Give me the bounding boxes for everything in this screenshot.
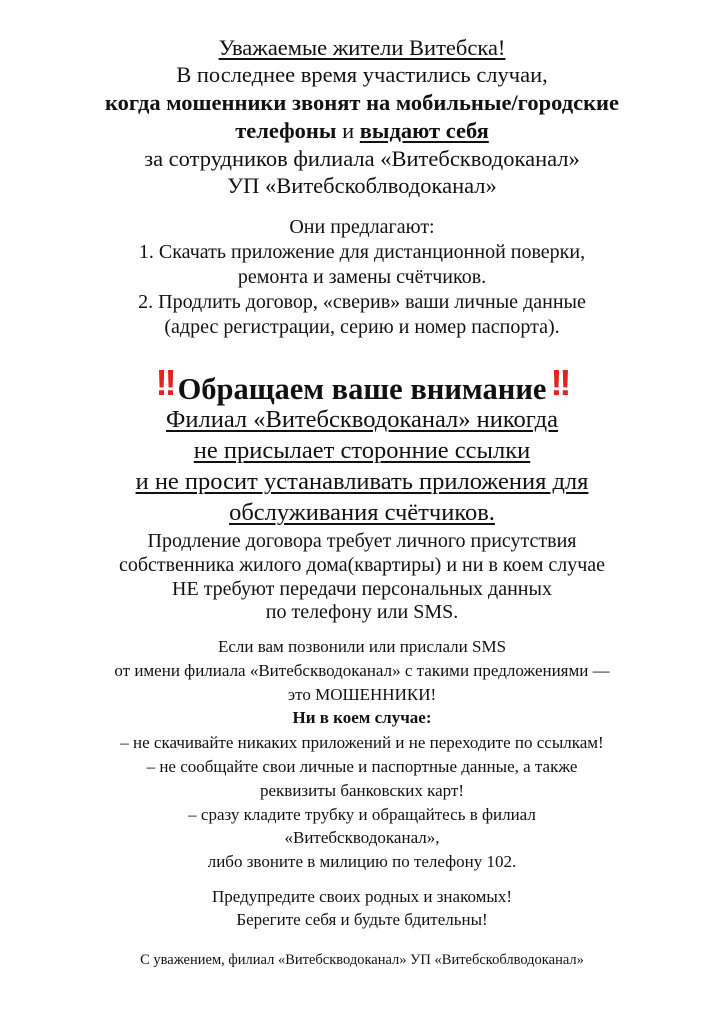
intro-phones-line (0, 118, 724, 144)
attention-heading (0, 362, 724, 407)
notice-line (0, 499, 724, 527)
signature: С уважением, филиал «Витебскводоканал» УП «Витебскоблводоканал» (140, 952, 584, 968)
exclamation-icon: !! (155, 362, 174, 403)
notice-text: обслуживания счётчиков. (229, 499, 495, 526)
offer-item-1: 1. Скачать приложение для дистанционной поверки, (138, 241, 586, 263)
rule-line: – не скачивайте никаких приложений и не переходите по ссылкам! (120, 733, 604, 752)
offer-item-1-cont: ремонта и замены счётчиков. (237, 266, 487, 288)
warning-line: это МОШЕННИКИ! (287, 685, 437, 704)
rule-line: реквизиты банковских карт! (259, 781, 465, 800)
body-line: собственника жилого дома(квартиры) и ни в коем случае (118, 554, 606, 576)
notice-text: не присылает сторонние ссылки (193, 437, 531, 464)
notice-line (0, 468, 724, 496)
notice-text: и не просит устанавливать приложения для (135, 468, 589, 495)
notice-line (0, 406, 724, 434)
closing-line: Предупредите своих родных и знакомых! (212, 887, 512, 906)
intro-enterprise-line: УП «Витебскоблводоканал» (227, 173, 497, 198)
attention-title: Обращаем ваше внимание (177, 372, 547, 406)
intro-bold-line: когда мошенники звонят на мобильные/городские (104, 90, 619, 115)
rule-line: «Витебскводоканал», (284, 828, 440, 847)
warning-line: Если вам позвонили или прислали SMS (217, 637, 507, 656)
intro-line: В последнее время участились случаи, (176, 62, 548, 87)
offers-intro: Они предлагают: (289, 216, 435, 238)
offer-item-2: 2. Продлить договор, «сверив» ваши личные данные (138, 291, 586, 313)
offer-item-2-cont: (адрес регистрации, серию и номер паспорта). (164, 316, 560, 338)
closing-line: Берегите себя и будьте бдительны! (236, 910, 488, 929)
exclamation-icon: !! (550, 362, 569, 403)
notice-line (0, 437, 724, 465)
conjunction-text: и (336, 118, 360, 143)
greeting-heading (0, 35, 724, 61)
impersonate-text: выдают себя (359, 118, 489, 143)
body-line: НЕ требуют передачи персональных данных (172, 578, 552, 600)
body-line: по телефону или SMS. (265, 601, 459, 623)
rule-line: – не сообщайте свои личные и паспортные данные, а также (146, 757, 578, 776)
body-line: Продление договора требует личного присутствия (147, 530, 577, 552)
rule-line: либо звоните в милицию по телефону 102. (207, 852, 517, 871)
phones-text: телефоны (235, 118, 337, 143)
intro-branch-line: за сотрудников филиала «Витебскводоканал» (144, 146, 580, 171)
greeting-text: Уважаемые жители Витебска! (218, 35, 506, 60)
rule-line: – сразу кладите трубку и обращайтесь в филиал (188, 805, 536, 824)
notice-text: Филиал «Витебскводоканал» никогда (166, 406, 558, 433)
warning-line: от имени филиала «Витебскводоканал» с такими предложениями — (114, 661, 610, 680)
warning-heading: Ни в коем случае: (292, 708, 432, 727)
